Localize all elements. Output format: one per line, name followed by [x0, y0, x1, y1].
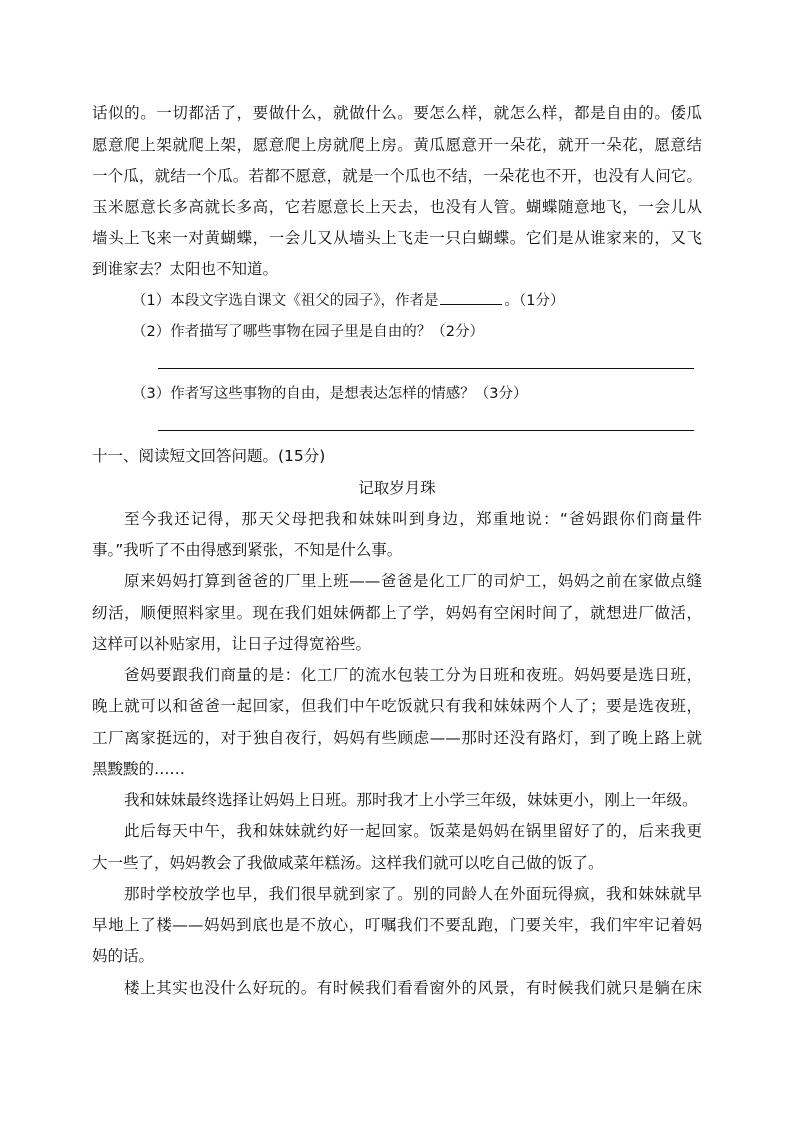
passage2-line: 我和妹妹最终选择让妈妈上日班。那时我才上小学三年级，妹妹更小，刚上一年级。: [124, 791, 698, 809]
passage1-line-6: 到谁家去？太阳也不知道。: [92, 260, 279, 278]
passage1-line-2: 愿意爬上架就爬上架，愿意爬上房就爬上房。黄瓜愿意开一朵花，就开一朵花，愿意结: [92, 136, 702, 154]
question-1-text: （1）本段文字选自课文《祖父的园子》，作者是: [132, 293, 439, 309]
passage1-line-5: 墙头上飞来一对黄蝴蝶，一会儿又从墙头上飞走一只白蝴蝶。它们是从谁家来的，又飞: [92, 229, 702, 247]
passage2-line: 这样可以补贴家用，让日子过得宽裕些。: [92, 635, 372, 653]
answer-line-3[interactable]: [158, 430, 694, 431]
passage2-line: 爸妈要跟我们商量的是：化工厂的流水包装工分为日班和夜班。妈妈要是选日班，: [124, 666, 702, 684]
passage2-line: 事。”我听了不由得感到紧张，不知是什么事。: [92, 541, 403, 559]
passage2-line: 晚上就可以和爸爸一起回家，但我们中午吃饭就只有我和妹妹两个人了；要是选夜班，: [92, 697, 702, 715]
passage2-line: 原来妈妈打算到爸爸的厂里上班——爸爸是化工厂的司炉工，妈妈之前在家做点缝: [124, 572, 702, 590]
passage2-line: 工厂离家挺远的，对于独自夜行，妈妈有些顾虑——那时还没有路灯，到了晚上路上就: [92, 729, 702, 747]
passage2-line: 至今我还记得，那天父母把我和妹妹叫到身边，郑重地说：“爸妈跟你们商量件: [124, 510, 702, 528]
question-3: （3）作者写这些事物的自由，是想表达怎样的情感？（3分）: [132, 386, 528, 402]
passage2-line: 此后每天中午，我和妹妹就约好一起回家。饭菜是妈妈在锅里留好了的，后来我更: [124, 822, 702, 840]
question-1: [132, 290, 564, 311]
passage1-line-1: 话似的。一切都活了，要做什么，就做什么。要怎么样，就怎么样，都是自由的。倭瓜: [92, 104, 702, 122]
answer-line-2[interactable]: [158, 368, 694, 369]
passage2-line: 那时学校放学也早，我们很早就到家了。别的同龄人在外面玩得疯，我和妹妹就早: [124, 885, 702, 903]
passage2-line: 黑黢黢的……: [92, 760, 186, 778]
passage1-line-3: 一个瓜，就结一个瓜。若都不愿意，就是一个瓜也不结，一朵花也不开，也没有人问它。: [92, 167, 702, 185]
passage1-line-4: 玉米愿意长多高就长多高，它若愿意长上天去，也没有人管。蝴蝶随意地飞，一会儿从: [92, 198, 702, 216]
passage-title: 记取岁月珠: [358, 479, 436, 497]
passage2-line: 大一些了，妈妈教会了我做咸菜年糕汤。这样我们就可以吃自己做的饭了。: [92, 854, 604, 872]
answer-blank-1[interactable]: [440, 290, 502, 305]
passage2-line: 楼上其实也没什么好玩的。有时候我们看看窗外的风景，有时候我们就只是躺在床: [124, 979, 702, 997]
question-1-score: 。（1分）: [504, 293, 565, 309]
question-2: （2）作者描写了哪些事物在园子里是自由的？（2分）: [132, 324, 484, 340]
passage2-line: 妈的话。: [92, 947, 155, 965]
section-heading: 十一、阅读短文回答问题。(15分): [92, 447, 326, 465]
passage2-line: 纫活，顺便照料家里。现在我们姐妹俩都上了学，妈妈有空闲时间了，就想进厂做活，: [92, 604, 702, 622]
passage2-line: 早地上了楼——妈妈到底也是不放心，叮嘱我们不要乱跑，门要关牢，我们牢牢记着妈: [92, 916, 702, 934]
